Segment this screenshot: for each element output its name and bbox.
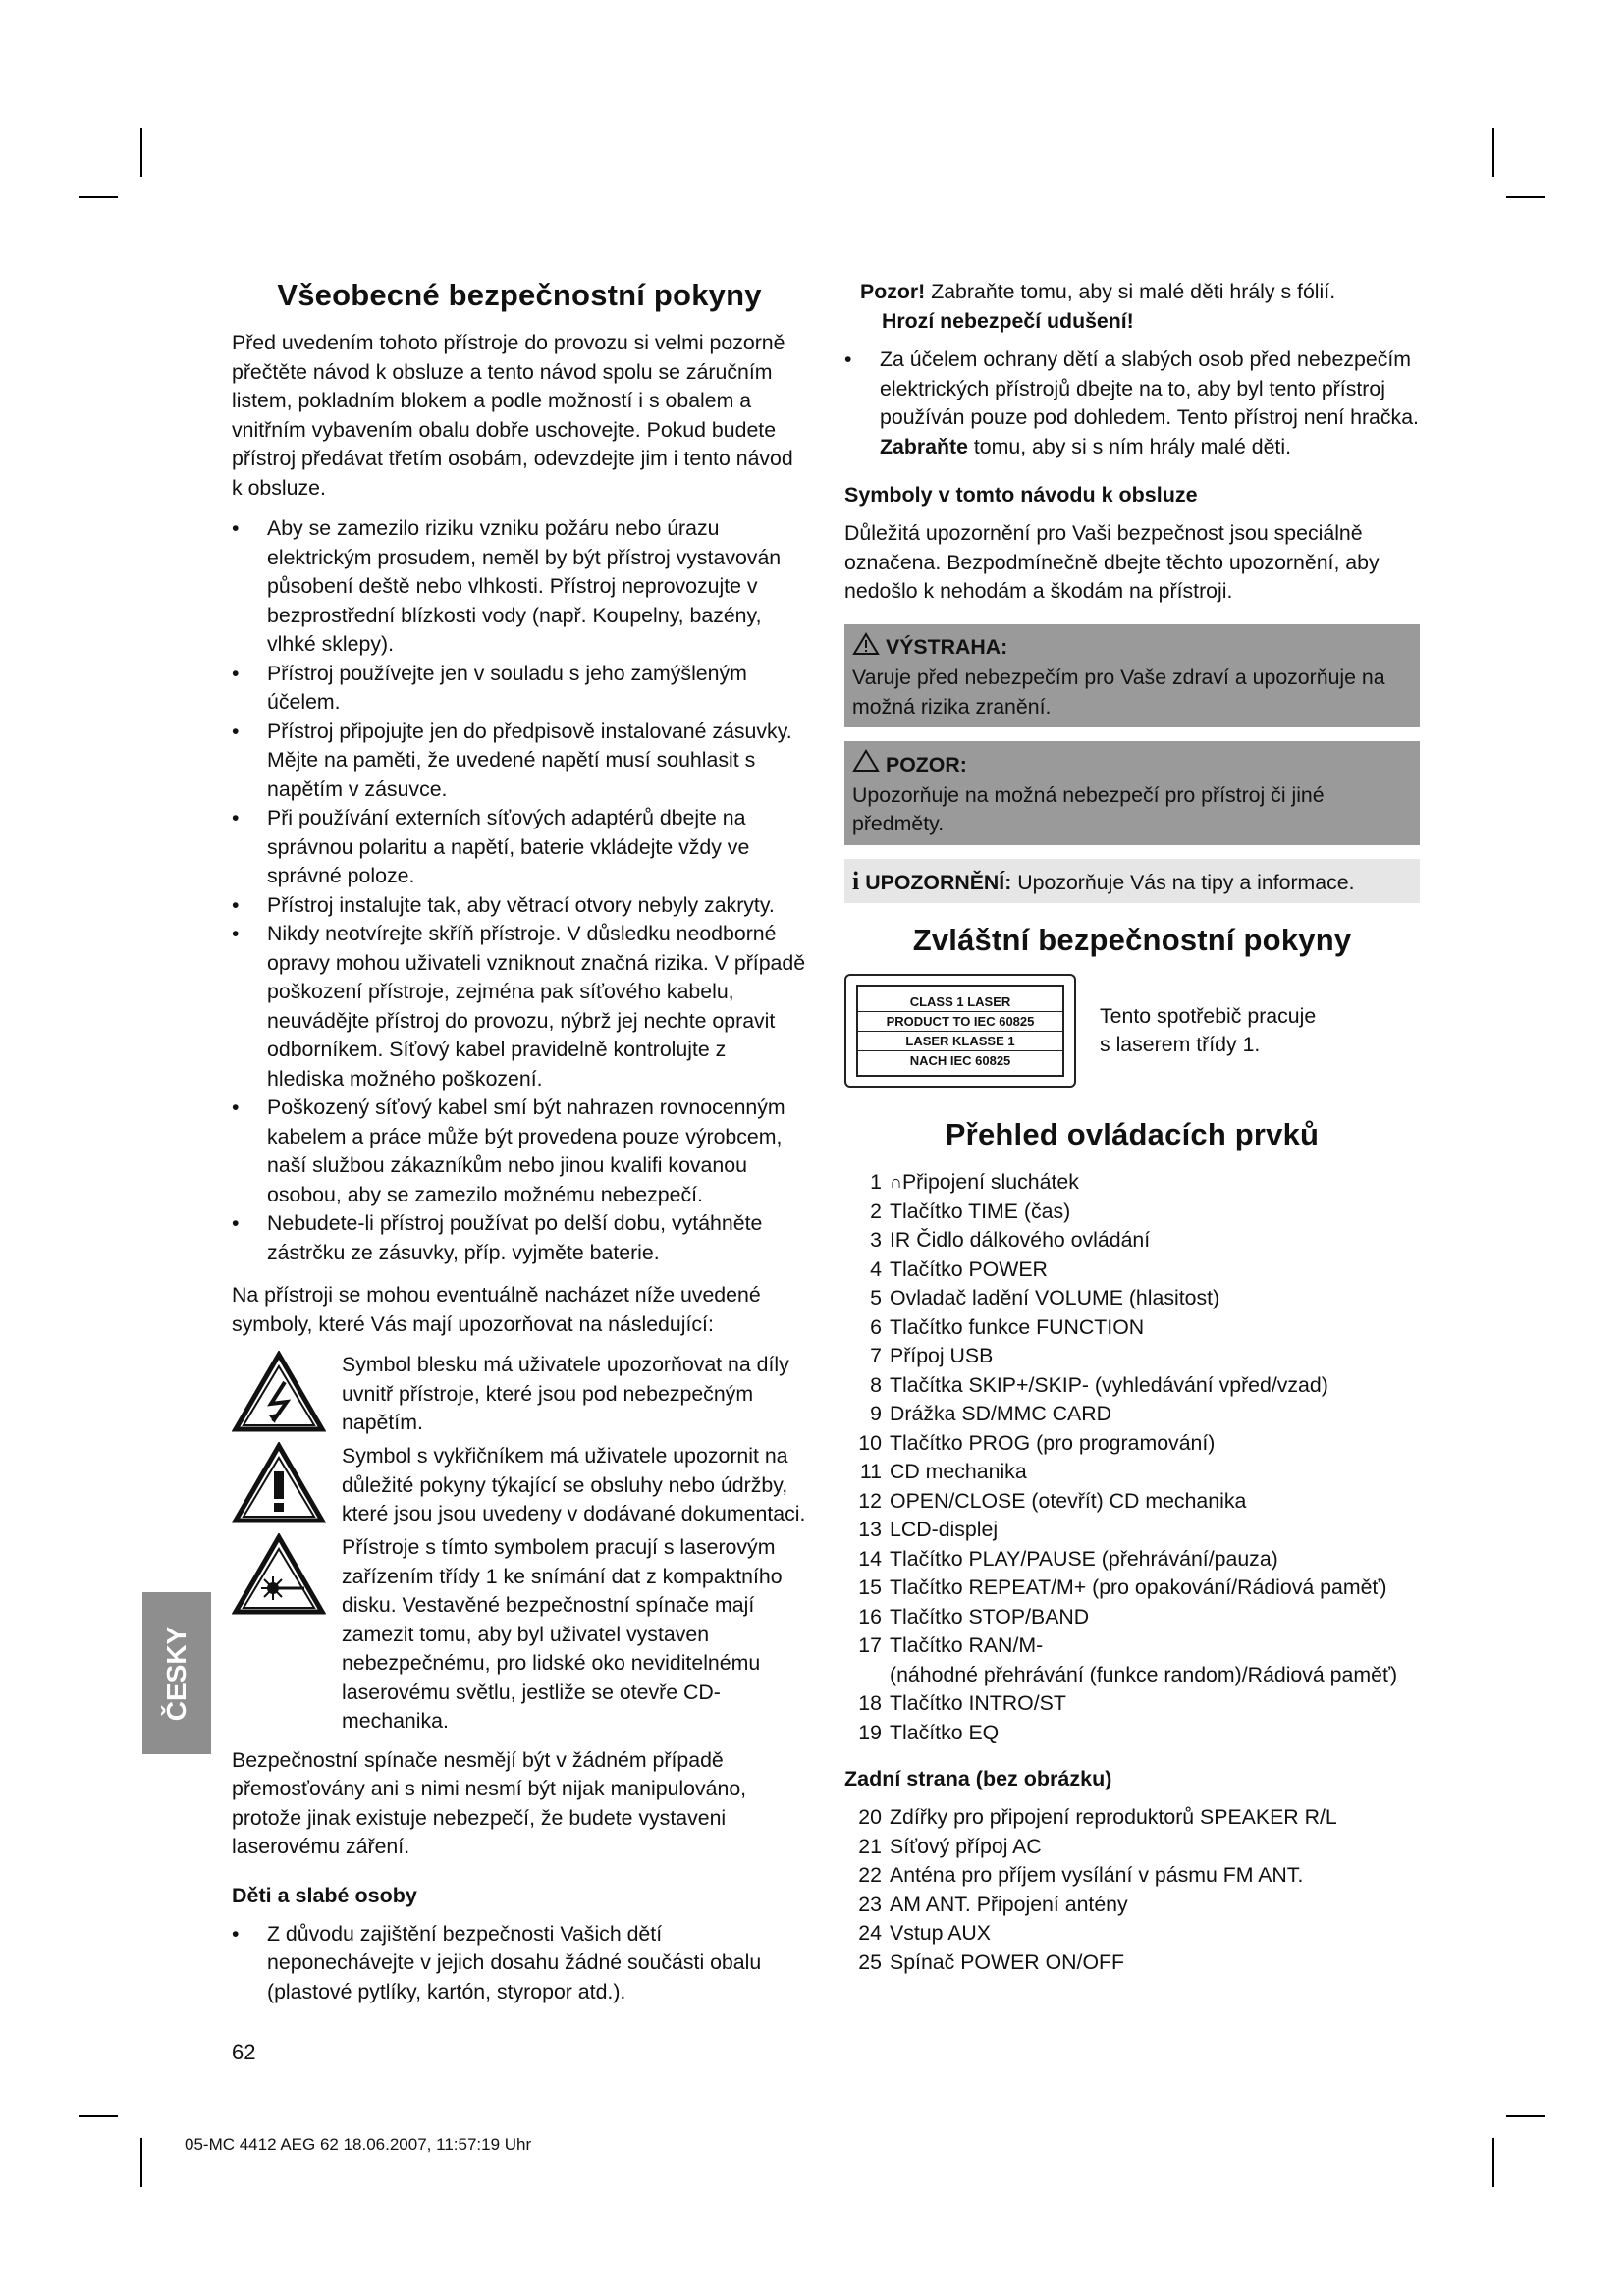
item-number	[844, 1661, 882, 1690]
children-bullet: • Z důvodu zajištění bezpečnosti Vašich dětí neponechávejte v jejich dosahu žádné součásti obalu (plastové pytlíky, kartón, styropor atd.).	[232, 1920, 807, 2007]
item-number: 17	[858, 1633, 882, 1657]
laser-row	[844, 974, 1420, 1088]
item-text: Anténa pro příjem vysílání v pásmu FM ANT.	[890, 1863, 1304, 1887]
protect-bold: Zabraňte	[880, 434, 968, 458]
item-text: Tlačítko REPEAT/M+ (pro opakování/Rádiová paměť)	[890, 1575, 1387, 1599]
control-item	[844, 1719, 1420, 1748]
note-text: Upozorňuje Vás na tipy a informace.	[1017, 870, 1355, 894]
crop-mark	[1506, 196, 1545, 198]
warning-triangle-icon	[852, 632, 880, 665]
item-number: 13	[858, 1518, 882, 1541]
rear-item	[844, 1803, 1420, 1833]
symbol-text-laser: Přístroje s tímto symbolem pracují s laserovým zařízením třídy 1 ke snímání dat z kompaktního disku. Vestavěné bezpečnostní spínače mají zamezit tomu, aby byl uživatel vystaven nebezpečnému, pro lidské oko neviditelnému laserovému světlu, jestliže se otevře CD-mechanika.	[342, 1535, 783, 1733]
safety-bullet: • Přístroj používejte jen v souladu s jeho zamýšleným účelem.	[232, 660, 807, 718]
caution-text: Upozorňuje na možná nebezpečí pro přístroj či jiné předměty.	[852, 782, 1325, 835]
page-number: 62	[232, 2040, 256, 2064]
pozor-text: Zabraňte tomu, aby si malé děti hrály s fólií.	[931, 280, 1336, 303]
safety-bullet: • Při používání externích síťových adaptérů dbejte na správnou polaritu a napětí, baterie vkládejte vždy ve správné poloze.	[232, 804, 807, 891]
item-text: Tlačítko RAN/M-	[890, 1633, 1044, 1657]
control-item	[844, 1226, 1420, 1255]
right-column	[844, 278, 1420, 1977]
item-text: (náhodné přehrávání (funkce random)/Rádiová paměť)	[890, 1662, 1398, 1686]
caution-box	[844, 741, 1420, 845]
item-text: Tlačítka SKIP+/SKIP- (vyhledávání vpřed/vzad)	[890, 1372, 1328, 1397]
item-text: Zdířky pro připojení reproduktorů SPEAKER R/L	[890, 1805, 1337, 1829]
item-number: 18	[858, 1691, 882, 1715]
laser-text-line: s laserem třídy 1.	[1100, 1033, 1261, 1056]
children-heading: Děti a slabé osoby	[232, 1883, 417, 1907]
item-number: 3	[870, 1228, 882, 1252]
item-text: OPEN/CLOSE (otevřít) CD mechanika	[890, 1488, 1247, 1513]
item-number: 7	[870, 1344, 882, 1367]
pozor-line	[844, 278, 1420, 307]
crop-mark	[1506, 2115, 1545, 2117]
rear-heading: Zadní strana (bez obrázku)	[844, 1767, 1112, 1790]
symbol-text-exclamation: Symbol s vykřičníkem má uživatele upozornit na důležité pokyny týkající se obsluhy nebo údržby, které jsou jsou uvedeny v dodávané dokumentaci.	[342, 1444, 806, 1525]
rear-item	[844, 1861, 1420, 1891]
safety-bullet: • Aby se zamezilo riziku vzniku požáru nebo úrazu elektrickým prosudem, neměl by být přístroj vystavován působení deště nebo vlhkosti. Přístroj neprovozujte v bezprostřední blízkosti vody (např. Koupelny, bazény, vlhké sklepy).	[232, 514, 807, 660]
item-text: AM ANT. Připojení antény	[890, 1892, 1128, 1916]
rear-item	[844, 1919, 1420, 1949]
control-item	[844, 1371, 1420, 1401]
item-number: 12	[858, 1488, 882, 1513]
control-item	[844, 1429, 1420, 1459]
item-text: Přípoj USB	[890, 1344, 994, 1367]
laser-label-line: LASER KLASSE 1	[858, 1031, 1062, 1050]
language-tab	[142, 1592, 211, 1754]
control-item	[844, 1458, 1420, 1487]
item-text: Drážka SD/MMC CARD	[890, 1402, 1111, 1425]
laser-class-label	[844, 974, 1076, 1088]
crop-mark	[79, 196, 118, 198]
control-item	[844, 1574, 1420, 1603]
exclamation-warning-icon	[232, 1442, 342, 1529]
symbol-row-exclamation	[232, 1442, 807, 1529]
control-item	[844, 1313, 1420, 1343]
symbol-text-lightning: Symbol blesku má uživatele upozorňovat na díly uvnitř přístroje, které jsou pod nebezpečným napětím.	[342, 1353, 789, 1434]
item-text: Tlačítko STOP/BAND	[890, 1604, 1090, 1629]
item-text: Tlačítko POWER	[890, 1256, 1048, 1281]
crop-mark	[1492, 2138, 1494, 2187]
protect-text: Za účelem ochrany dětí a slabých osob před nebezpečím elektrických přístrojů dbejte na to, aby byl tento přístroj používán pouze pod dohledem. Tento přístroj není hračka.	[880, 347, 1419, 429]
item-number: 15	[858, 1575, 882, 1599]
protect-tail: tomu, aby si s ním hrály malé děti.	[973, 434, 1291, 458]
item-number: 1	[870, 1170, 882, 1194]
rear-list	[844, 1803, 1420, 1977]
item-number: 2	[870, 1199, 882, 1223]
symbols-text: Důležitá upozornění pro Vaši bezpečnost jsou speciálně označena. Bezpodmínečně dbejte těchto upozornění, aby nedošlo k nehodám a škodám na přístroji.	[844, 521, 1380, 603]
item-text: Tlačítko funkce FUNCTION	[890, 1314, 1145, 1339]
rear-item	[844, 1891, 1420, 1920]
control-item	[844, 1631, 1420, 1661]
item-number: 24	[858, 1921, 882, 1945]
item-number: 25	[858, 1949, 882, 1974]
control-item	[844, 1198, 1420, 1227]
control-item	[844, 1168, 1420, 1198]
control-item	[844, 1689, 1420, 1719]
warning-title: VÝSTRAHA:	[886, 635, 1008, 659]
item-number: 19	[858, 1720, 882, 1744]
item-text: Tlačítko TIME (čas)	[890, 1199, 1071, 1223]
item-number: 21	[858, 1834, 882, 1858]
item-text: Tlačítko INTRO/ST	[890, 1691, 1066, 1715]
item-number: 11	[859, 1460, 882, 1483]
safety-bullet: • Přístroj instalujte tak, aby větrací otvory nebyly zakryty.	[232, 891, 807, 921]
item-text: Spínač POWER ON/OFF	[890, 1949, 1125, 1974]
control-item	[844, 1661, 1420, 1690]
item-text: LCD-displej	[890, 1518, 999, 1541]
crop-mark	[79, 2115, 118, 2117]
symbol-row-laser	[232, 1533, 807, 1736]
laser-label-line: CLASS 1 LASER	[909, 993, 1011, 1009]
item-number: 14	[858, 1546, 882, 1571]
protect-bullet	[844, 346, 1420, 461]
pozor-danger: Hrozí nebezpečí udušení!	[882, 308, 1134, 333]
children-bullet-list	[232, 1920, 807, 2007]
caution-title: POZOR:	[886, 752, 967, 776]
safety-bullet: • Nikdy neotvírejte skříň přístroje. V důsledku neodborné opravy mohou uživateli vzniknout značná rizika. V případě poškození přístroje, zejména pak síťového kabelu, neuvádějte přístroj do provozu, nýbrž jej nechte opravit odborníkem. Síťový kabel pravidelně kontrolujte z hlediska možného poškození.	[232, 920, 807, 1094]
safety-bullet: • Přístroj připojujte jen do předpisově instalované zásuvky. Mějte na paměti, že uvedené napětí musí souhlasit s napětím v zásuvce.	[232, 718, 807, 805]
special-safety-title: Zvláštní bezpečnostní pokyny	[912, 923, 1352, 957]
item-text: Tlačítko PLAY/PAUSE (přehrávání/pauza)	[890, 1546, 1278, 1571]
item-number: 6	[870, 1314, 882, 1339]
warning-box	[844, 624, 1420, 728]
control-item	[844, 1400, 1420, 1429]
control-item	[844, 1284, 1420, 1313]
item-text: CD mechanika	[890, 1460, 1027, 1483]
laser-label-line: NACH IEC 60825	[858, 1050, 1062, 1070]
crop-mark	[1492, 128, 1494, 177]
language-tab-label: ČESKY	[161, 1626, 191, 1721]
item-text: Vstup AUX	[890, 1921, 991, 1945]
safety-switch-paragraph: Bezpečnostní spínače nesmějí být v žádném případě přemosťovány ani s nimi nesmí být nijak manipulováno, protože jinak existuje nebezpečí, že budete vystaveni laserovému záření.	[232, 1747, 747, 1858]
safety-bullet: • Poškozený síťový kabel smí být nahrazen rovnocenným kabelem a práce může být provedena pouze výrobcem, naší službou zákazníkům nebo jinou kvalifi kovanou osobou, aby se zamezilo možnému nebezpečí.	[232, 1094, 807, 1209]
laser-description	[1100, 1002, 1316, 1060]
control-item	[844, 1545, 1420, 1575]
item-text: Tlačítko PROG (pro programování)	[890, 1430, 1216, 1455]
laser-warning-icon	[232, 1533, 342, 1621]
caution-triangle-icon	[852, 749, 880, 781]
control-item	[844, 1516, 1420, 1545]
controls-title: Přehled ovládacích prvků	[945, 1117, 1320, 1151]
item-text: Připojení sluchátek	[901, 1170, 1079, 1194]
control-item	[844, 1487, 1420, 1517]
item-number: 22	[858, 1863, 882, 1887]
control-item	[844, 1255, 1420, 1285]
note-box	[844, 859, 1420, 904]
control-item	[844, 1342, 1420, 1371]
headphone-icon: ∩	[890, 1172, 902, 1192]
item-number: 9	[870, 1402, 882, 1425]
item-number: 16	[858, 1604, 882, 1629]
item-text: IR Čidlo dálkového ovládání	[890, 1228, 1151, 1252]
pozor-label: Pozor!	[860, 280, 926, 303]
control-item	[844, 1603, 1420, 1632]
symbol-row-lightning	[232, 1351, 807, 1438]
lightning-warning-icon	[232, 1351, 342, 1438]
item-number: 4	[870, 1256, 882, 1281]
general-safety-title: Všeobecné bezpečnostní pokyny	[277, 278, 762, 312]
item-text: Síťový přípoj AC	[890, 1834, 1042, 1858]
controls-list	[844, 1168, 1420, 1747]
item-number: 10	[858, 1430, 882, 1455]
item-text: Tlačítko EQ	[890, 1720, 1000, 1744]
rear-item	[844, 1949, 1420, 1978]
left-column	[232, 278, 807, 2020]
intro-paragraph: Před uvedením tohoto přístroje do provozu si velmi pozorně přečtěte návod k obsluze a tento návod spolu se záručním listem, pokladním blokem a podle možností i s obalem a vnitřním vybavením obalu dobře uschovejte. Pokud budete přístroj předávat třetím osobám, odevzdejte jim i tento návod k obsluze.	[232, 331, 793, 500]
item-text: Ovladač ladění VOLUME (hlasitost)	[890, 1286, 1220, 1309]
crop-mark	[140, 128, 142, 177]
item-number: 8	[870, 1372, 882, 1397]
laser-text-line: Tento spotřebič pracuje	[1100, 1003, 1317, 1028]
item-number: 23	[858, 1892, 882, 1916]
print-footer: 05-MC 4412 AEG 62 18.06.2007, 11:57:19 Uhr	[185, 2135, 532, 2154]
warning-text: Varuje před nebezpečím pro Vaše zdraví a upozorňuje na možná rizika zranění.	[852, 666, 1385, 719]
item-number: 5	[870, 1286, 882, 1309]
safety-bullet-list	[232, 514, 807, 1267]
info-icon: i	[852, 866, 860, 895]
rear-item	[844, 1833, 1420, 1862]
safety-bullet: • Nebudete-li přístroj používat po delší dobu, vytáhněte zástrčku ze zásuvky, příp. vyjměte baterie.	[232, 1209, 807, 1267]
note-title: UPOZORNĚNÍ:	[865, 870, 1012, 894]
symbols-intro: Na přístroji se mohou eventuálně nacházet níže uvedené symboly, které Vás mají upozorňovat na následující:	[232, 1283, 761, 1336]
laser-label-line: PRODUCT TO IEC 60825	[858, 1011, 1062, 1031]
protect-bullet-list	[844, 346, 1420, 461]
symbols-heading: Symboly v tomto návodu k obsluze	[844, 483, 1198, 507]
crop-mark	[140, 2138, 142, 2187]
item-number: 20	[858, 1805, 882, 1829]
